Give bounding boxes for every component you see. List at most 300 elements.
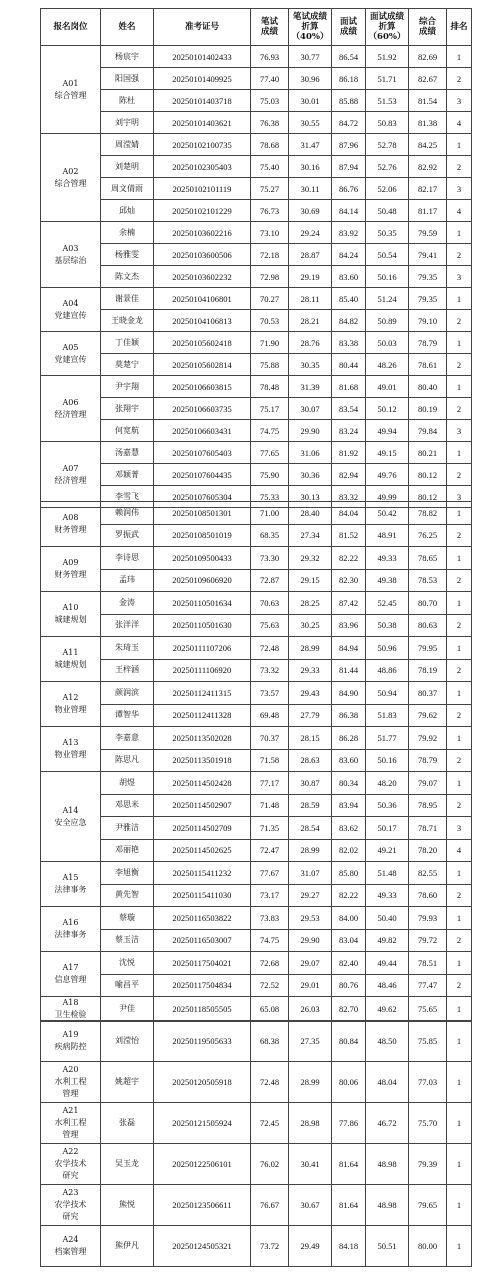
name-cell: 陈杜	[101, 90, 154, 112]
interview-score-cell: 81.64	[332, 1144, 366, 1185]
exam-id-cell: 20250109500433	[154, 547, 251, 570]
interview-score-cell: 84.24	[332, 244, 366, 266]
name-cell: 李嘉意	[101, 727, 154, 750]
exam-id-cell: 20250103600506	[154, 244, 251, 266]
rank-cell: 1	[447, 1226, 472, 1267]
written-score-cell: 71.48	[251, 794, 289, 817]
interview-score-cell: 82.30	[332, 569, 366, 592]
written-score-cell: 77.65	[251, 442, 289, 464]
table-row	[41, 907, 472, 930]
total-score-cell: 80.70	[409, 592, 447, 615]
total-score-cell: 79.65	[409, 1185, 447, 1226]
post-cell: A06 经济管理	[41, 376, 101, 442]
total-score-cell: 78.79	[409, 749, 447, 772]
total-score-cell: 80.63	[409, 614, 447, 637]
rank-cell: 2	[447, 524, 472, 547]
total-score-cell: 80.00	[409, 1226, 447, 1267]
exam-id-cell: 20250101403718	[154, 90, 251, 112]
written-weighted-cell: 30.55	[289, 112, 332, 134]
rank-cell: 3	[447, 817, 472, 840]
written-score-cell: 72.52	[251, 974, 289, 997]
total-score-cell: 77.03	[409, 1062, 447, 1103]
written-score-cell: 68.38	[251, 1021, 289, 1062]
rank-cell: 1	[447, 997, 472, 1022]
written-score-cell: 75.03	[251, 90, 289, 112]
rank-cell: 4	[447, 839, 472, 862]
exam-id-cell: 20250105602418	[154, 332, 251, 354]
interview-weighted-cell: 49.38	[366, 569, 409, 592]
post-cell: A12 物业管理	[41, 682, 101, 727]
total-score-cell: 76.25	[409, 524, 447, 547]
interview-weighted-cell: 48.98	[366, 1144, 409, 1185]
total-score-cell: 80.19	[409, 398, 447, 420]
total-score-cell: 79.07	[409, 772, 447, 795]
interview-score-cell: 83.32	[332, 486, 366, 508]
table-row	[41, 90, 472, 112]
written-score-cell: 72.87	[251, 569, 289, 592]
interview-weighted-cell: 51.53	[366, 90, 409, 112]
table-row	[41, 704, 472, 727]
total-score-cell: 81.38	[409, 112, 447, 134]
interview-score-cell: 80.44	[332, 354, 366, 376]
table-row	[41, 614, 472, 637]
table-row	[41, 244, 472, 266]
interview-weighted-cell: 50.03	[366, 332, 409, 354]
name-cell: 张磊	[101, 1103, 154, 1144]
written-weighted-cell: 29.32	[289, 547, 332, 570]
written-weighted-cell: 28.11	[289, 288, 332, 310]
name-cell: 丁佳颖	[101, 332, 154, 354]
exam-id-cell: 20250119505633	[154, 1021, 251, 1062]
table-row	[41, 134, 472, 156]
table-row	[41, 266, 472, 288]
interview-weighted-cell: 51.83	[366, 704, 409, 727]
interview-score-cell: 85.80	[332, 862, 366, 885]
written-weighted-cell: 29.19	[289, 266, 332, 288]
post-cell: A03 基层综治	[41, 222, 101, 288]
interview-weighted-cell: 50.40	[366, 907, 409, 930]
interview-score-cell: 81.64	[332, 1185, 366, 1226]
interview-weighted-cell: 48.91	[366, 524, 409, 547]
table-row	[41, 1144, 472, 1185]
exam-id-cell: 20250104106801	[154, 288, 251, 310]
total-score-cell: 79.41	[409, 244, 447, 266]
total-score-cell: 80.37	[409, 682, 447, 705]
interview-weighted-cell: 51.77	[366, 727, 409, 750]
rank-cell: 3	[447, 266, 472, 288]
written-weighted-cell: 27.35	[289, 1021, 332, 1062]
exam-id-cell: 20250113502028	[154, 727, 251, 750]
name-cell: 王梓涵	[101, 659, 154, 682]
table-row	[41, 112, 472, 134]
written-weighted-cell: 29.01	[289, 974, 332, 997]
written-weighted-cell: 28.54	[289, 817, 332, 840]
table-row	[41, 178, 472, 200]
written-score-cell: 77.17	[251, 772, 289, 795]
table-row	[41, 592, 472, 615]
interview-weighted-cell: 49.01	[366, 376, 409, 398]
table-row	[41, 376, 472, 398]
interview-weighted-cell: 48.20	[366, 772, 409, 795]
total-score-cell: 77.47	[409, 974, 447, 997]
interview-weighted-cell: 50.12	[366, 398, 409, 420]
written-weighted-cell: 28.99	[289, 839, 332, 862]
written-weighted-cell: 28.15	[289, 727, 332, 750]
name-cell: 阳国强	[101, 68, 154, 90]
written-weighted-cell: 30.87	[289, 772, 332, 795]
total-score-cell: 78.61	[409, 354, 447, 376]
name-cell: 李雪飞	[101, 486, 154, 508]
rank-cell: 1	[447, 442, 472, 464]
name-cell: 李旭衡	[101, 862, 154, 885]
name-cell: 杨宸宇	[101, 46, 154, 68]
exam-id-cell: 20250111107206	[154, 637, 251, 660]
interview-weighted-cell: 46.72	[366, 1103, 409, 1144]
name-cell: 杨雅雯	[101, 244, 154, 266]
name-cell: 谢景佳	[101, 288, 154, 310]
total-score-cell: 78.95	[409, 794, 447, 817]
table-row	[41, 817, 472, 840]
name-cell: 余楠	[101, 222, 154, 244]
written-weighted-cell: 29.24	[289, 222, 332, 244]
name-cell: 刘楚明	[101, 156, 154, 178]
rank-cell: 2	[447, 310, 472, 332]
interview-score-cell: 82.22	[332, 884, 366, 907]
name-cell: 喻昌平	[101, 974, 154, 997]
rank-cell: 3	[447, 178, 472, 200]
total-score-cell: 80.21	[409, 442, 447, 464]
written-score-cell: 74.75	[251, 929, 289, 952]
interview-score-cell: 86.38	[332, 704, 366, 727]
interview-weighted-cell: 49.21	[366, 839, 409, 862]
exam-id-cell: 20250101409925	[154, 68, 251, 90]
total-score-cell: 79.84	[409, 420, 447, 442]
written-weighted-cell: 28.99	[289, 637, 332, 660]
interview-weighted-cell: 49.33	[366, 547, 409, 570]
exam-id-cell: 20250112411315	[154, 682, 251, 705]
rank-cell: 1	[447, 1062, 472, 1103]
total-score-cell: 78.82	[409, 502, 447, 525]
column-header: 面试 成绩	[332, 9, 366, 46]
rank-cell: 4	[447, 112, 472, 134]
interview-score-cell: 86.76	[332, 178, 366, 200]
table-row	[41, 288, 472, 310]
name-cell: 沈悦	[101, 952, 154, 975]
written-score-cell: 73.32	[251, 659, 289, 682]
results-table	[40, 501, 472, 1022]
exam-id-cell: 20250118505505	[154, 997, 251, 1022]
written-score-cell: 76.67	[251, 1185, 289, 1226]
interview-weighted-cell: 50.94	[366, 682, 409, 705]
exam-id-cell: 20250105602814	[154, 354, 251, 376]
written-score-cell: 72.18	[251, 244, 289, 266]
written-weighted-cell: 27.79	[289, 704, 332, 727]
interview-weighted-cell: 49.33	[366, 884, 409, 907]
exam-id-cell: 20250107605304	[154, 486, 251, 508]
interview-weighted-cell: 48.50	[366, 1021, 409, 1062]
interview-score-cell: 81.44	[332, 659, 366, 682]
written-weighted-cell: 29.15	[289, 569, 332, 592]
rank-cell: 1	[447, 727, 472, 750]
rank-cell: 1	[447, 1103, 472, 1144]
exam-id-cell: 20250104106813	[154, 310, 251, 332]
rank-cell: 2	[447, 244, 472, 266]
rank-cell: 2	[447, 156, 472, 178]
interview-weighted-cell: 50.38	[366, 614, 409, 637]
total-score-cell: 79.92	[409, 727, 447, 750]
interview-weighted-cell: 50.36	[366, 794, 409, 817]
interview-score-cell: 83.94	[332, 794, 366, 817]
interview-weighted-cell: 49.82	[366, 929, 409, 952]
interview-weighted-cell: 51.48	[366, 862, 409, 885]
exam-id-cell: 20250101402433	[154, 46, 251, 68]
exam-id-cell: 20250102101229	[154, 200, 251, 222]
interview-weighted-cell: 50.17	[366, 817, 409, 840]
written-score-cell: 75.33	[251, 486, 289, 508]
table-row	[41, 156, 472, 178]
column-header: 面试成绩 折算 （60%）	[366, 9, 409, 46]
table-row	[41, 332, 472, 354]
written-score-cell: 75.17	[251, 398, 289, 420]
total-score-cell: 78.79	[409, 332, 447, 354]
table-row	[41, 1226, 472, 1267]
written-weighted-cell: 30.41	[289, 1144, 332, 1185]
written-score-cell: 77.40	[251, 68, 289, 90]
name-cell: 熊伊凡	[101, 1226, 154, 1267]
total-score-cell: 78.53	[409, 569, 447, 592]
interview-weighted-cell: 50.54	[366, 244, 409, 266]
post-cell: A09 财务管理	[41, 547, 101, 592]
exam-id-cell: 20250108501301	[154, 502, 251, 525]
written-weighted-cell: 28.63	[289, 749, 332, 772]
written-score-cell: 69.48	[251, 704, 289, 727]
rank-cell: 2	[447, 884, 472, 907]
written-score-cell: 73.57	[251, 682, 289, 705]
name-cell: 李诗思	[101, 547, 154, 570]
table-row	[41, 794, 472, 817]
written-score-cell: 74.75	[251, 420, 289, 442]
table-row	[41, 1062, 472, 1103]
written-weighted-cell: 28.98	[289, 1103, 332, 1144]
interview-score-cell: 87.42	[332, 592, 366, 615]
interview-score-cell: 84.90	[332, 682, 366, 705]
written-weighted-cell: 28.25	[289, 592, 332, 615]
written-weighted-cell: 28.40	[289, 502, 332, 525]
exam-id-cell: 20250114502428	[154, 772, 251, 795]
rank-cell: 1	[447, 952, 472, 975]
post-cell: A05 党建宣传	[41, 332, 101, 376]
interview-score-cell: 80.76	[332, 974, 366, 997]
interview-score-cell: 83.62	[332, 817, 366, 840]
total-score-cell: 82.55	[409, 862, 447, 885]
table-row	[41, 884, 472, 907]
total-score-cell: 78.65	[409, 547, 447, 570]
written-weighted-cell: 27.34	[289, 524, 332, 547]
total-score-cell: 78.20	[409, 839, 447, 862]
written-score-cell: 70.53	[251, 310, 289, 332]
interview-weighted-cell: 49.15	[366, 442, 409, 464]
name-cell: 金涛	[101, 592, 154, 615]
rank-cell: 2	[447, 464, 472, 486]
rank-cell: 1	[447, 1185, 472, 1226]
written-weighted-cell: 31.07	[289, 862, 332, 885]
table-row	[41, 1103, 472, 1144]
rank-cell: 1	[447, 772, 472, 795]
post-cell: A16 法律事务	[41, 907, 101, 952]
interview-weighted-cell: 49.44	[366, 952, 409, 975]
rank-cell: 1	[447, 592, 472, 615]
rank-cell: 3	[447, 486, 472, 508]
total-score-cell: 79.39	[409, 1144, 447, 1185]
table-row	[41, 929, 472, 952]
exam-id-cell: 20250102100735	[154, 134, 251, 156]
rank-cell: 1	[447, 332, 472, 354]
exam-id-cell: 20250106603431	[154, 420, 251, 442]
written-weighted-cell: 28.59	[289, 794, 332, 817]
table-row	[41, 68, 472, 90]
interview-score-cell: 83.38	[332, 332, 366, 354]
written-score-cell: 77.67	[251, 862, 289, 885]
interview-score-cell: 82.02	[332, 839, 366, 862]
interview-weighted-cell: 48.98	[366, 1185, 409, 1226]
interview-weighted-cell: 49.94	[366, 420, 409, 442]
written-weighted-cell: 26.03	[289, 997, 332, 1022]
exam-id-cell: 20250115411030	[154, 884, 251, 907]
interview-score-cell: 80.34	[332, 772, 366, 795]
rank-cell: 1	[447, 907, 472, 930]
written-score-cell: 76.02	[251, 1144, 289, 1185]
exam-id-cell: 20250106603815	[154, 376, 251, 398]
table-row	[41, 1185, 472, 1226]
written-weighted-cell: 28.21	[289, 310, 332, 332]
results-table	[40, 8, 472, 508]
post-cell: A24 档案管理	[41, 1226, 101, 1267]
name-cell: 赖润伟	[101, 502, 154, 525]
rank-cell: 2	[447, 749, 472, 772]
total-score-cell: 79.59	[409, 222, 447, 244]
interview-weighted-cell: 50.89	[366, 310, 409, 332]
interview-score-cell: 84.00	[332, 907, 366, 930]
post-cell: A08 财务管理	[41, 502, 101, 547]
interview-score-cell: 83.24	[332, 420, 366, 442]
written-score-cell: 73.17	[251, 884, 289, 907]
written-score-cell: 73.30	[251, 547, 289, 570]
table-row	[41, 200, 472, 222]
total-score-cell: 75.65	[409, 997, 447, 1022]
exam-id-cell: 20250122506101	[154, 1144, 251, 1185]
total-score-cell: 82.17	[409, 178, 447, 200]
interview-score-cell: 77.86	[332, 1103, 366, 1144]
written-weighted-cell: 29.43	[289, 682, 332, 705]
written-score-cell: 75.88	[251, 354, 289, 376]
post-cell: A19 疾病防控	[41, 1021, 101, 1062]
total-score-cell: 80.40	[409, 376, 447, 398]
table-row	[41, 569, 472, 592]
column-header: 笔试成绩 折算 （40%）	[289, 9, 332, 46]
written-weighted-cell: 30.01	[289, 90, 332, 112]
written-score-cell: 70.27	[251, 288, 289, 310]
interview-score-cell: 83.92	[332, 222, 366, 244]
total-score-cell: 79.10	[409, 310, 447, 332]
post-cell: A23 农学技术 研究	[41, 1185, 101, 1226]
exam-id-cell: 20250101403621	[154, 112, 251, 134]
table-row	[41, 1021, 472, 1062]
written-score-cell: 71.58	[251, 749, 289, 772]
table-row	[41, 46, 472, 68]
rank-cell: 1	[447, 288, 472, 310]
written-score-cell: 73.72	[251, 1226, 289, 1267]
written-weighted-cell: 30.11	[289, 178, 332, 200]
interview-weighted-cell: 52.06	[366, 178, 409, 200]
post-cell: A02 综合管理	[41, 134, 101, 222]
post-cell: A22 农学技术 研究	[41, 1144, 101, 1185]
interview-weighted-cell: 52.76	[366, 156, 409, 178]
interview-score-cell: 80.06	[332, 1062, 366, 1103]
written-weighted-cell: 29.27	[289, 884, 332, 907]
written-score-cell: 76.73	[251, 200, 289, 222]
total-score-cell: 82.92	[409, 156, 447, 178]
interview-weighted-cell: 51.24	[366, 288, 409, 310]
column-header: 排名	[447, 9, 472, 46]
exam-id-cell: 20250112411328	[154, 704, 251, 727]
table-row	[41, 682, 472, 705]
table-row	[41, 659, 472, 682]
table-row	[41, 952, 472, 975]
written-weighted-cell: 30.25	[289, 614, 332, 637]
written-score-cell: 71.35	[251, 817, 289, 840]
column-header: 笔试 成绩	[251, 9, 289, 46]
total-score-cell: 84.25	[409, 134, 447, 156]
interview-weighted-cell: 51.71	[366, 68, 409, 90]
interview-score-cell: 84.82	[332, 310, 366, 332]
interview-score-cell: 84.18	[332, 1226, 366, 1267]
written-score-cell: 70.63	[251, 592, 289, 615]
interview-score-cell: 83.54	[332, 398, 366, 420]
table-row	[41, 727, 472, 750]
name-cell: 颜润滨	[101, 682, 154, 705]
rank-cell: 1	[447, 502, 472, 525]
rank-cell: 3	[447, 420, 472, 442]
name-cell: 吴玉龙	[101, 1144, 154, 1185]
written-score-cell: 65.08	[251, 997, 289, 1022]
interview-weighted-cell: 50.96	[366, 637, 409, 660]
total-score-cell: 81.17	[409, 200, 447, 222]
table-row	[41, 839, 472, 862]
table-row	[41, 398, 472, 420]
written-weighted-cell: 30.67	[289, 1185, 332, 1226]
written-score-cell: 68.35	[251, 524, 289, 547]
column-header: 准考证号	[154, 9, 251, 46]
total-score-cell: 78.60	[409, 884, 447, 907]
interview-weighted-cell: 52.45	[366, 592, 409, 615]
interview-score-cell: 82.70	[332, 997, 366, 1022]
written-weighted-cell: 30.36	[289, 464, 332, 486]
table-row	[41, 502, 472, 525]
exam-id-cell: 20250110501634	[154, 592, 251, 615]
exam-id-cell: 20250121505924	[154, 1103, 251, 1144]
interview-score-cell: 82.22	[332, 547, 366, 570]
exam-id-cell: 20250103602216	[154, 222, 251, 244]
total-score-cell: 75.85	[409, 1021, 447, 1062]
total-score-cell: 80.12	[409, 486, 447, 508]
interview-score-cell: 86.18	[332, 68, 366, 90]
written-weighted-cell: 31.47	[289, 134, 332, 156]
name-cell: 周滢婧	[101, 134, 154, 156]
name-cell: 朱琦玉	[101, 637, 154, 660]
rank-cell: 2	[447, 929, 472, 952]
name-cell: 谭智华	[101, 704, 154, 727]
written-score-cell: 73.83	[251, 907, 289, 930]
